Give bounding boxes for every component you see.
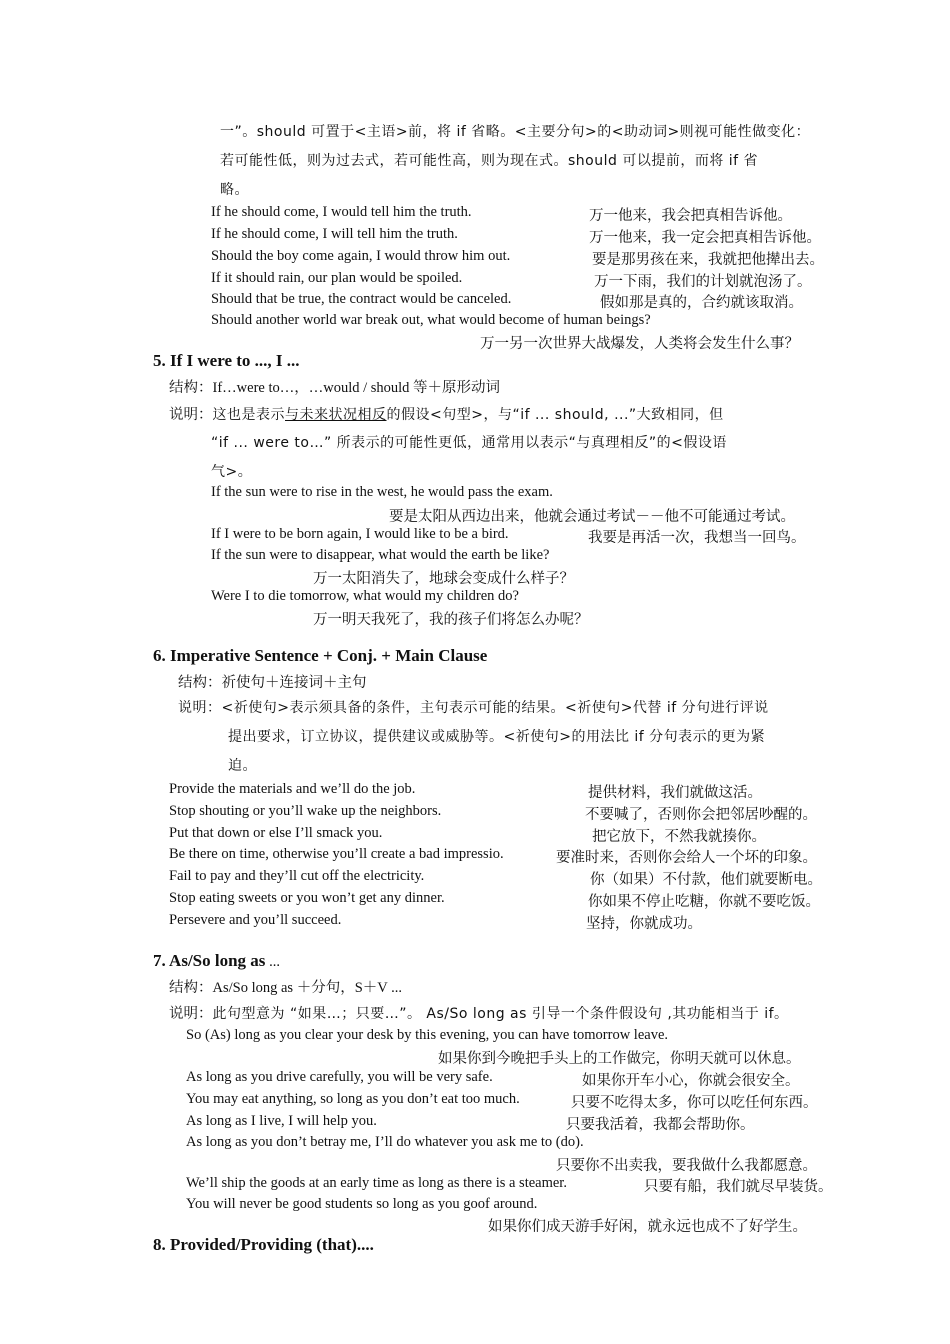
s4-example-4-en: If it should rain, our plan would be spoiled. — [211, 270, 463, 286]
s6-example-7-zh: 坚持，你就成功。 — [586, 916, 702, 932]
s6-example-6-zh: 你如果不停止吃糖，你就不要吃饭。 — [588, 894, 820, 910]
s5-example-3-zh: 万一太阳消失了，地球会变成什么样子？ — [313, 571, 574, 587]
s6-example-2-en: Stop shouting or you’ll wake up the neighbors. — [169, 803, 442, 819]
s6-example-4-en: Be there on time, otherwise you’ll create a bad impressio. — [169, 846, 504, 862]
s7-example-1-en: So (As) long as you clear your desk by this evening, you can have tomorrow leave. — [186, 1027, 669, 1043]
s7-example-5-en: As long as you don’t betray me, I’ll do whatever you ask me to (do). — [186, 1134, 584, 1150]
s7-structure: 结构：As/So long as ＋分句，S＋V ... — [169, 980, 402, 996]
s4-example-2-en: If he should come, I will tell him the truth. — [211, 226, 458, 242]
s7-example-1-zh: 如果你到今晚把手头上的工作做完，你明天就可以休息。 — [438, 1051, 801, 1067]
s6-note-line-1: 说明：<祈使句>表示须具备的条件，主句表示可能的结果。<祈使句>代替 if 分句进行评说 — [178, 700, 769, 716]
s4-intro-line-2: 若可能性低，则为过去式，若可能性高，则为现在式。should 可以提前，而将 if 省 — [220, 153, 759, 169]
s7-note — [169, 1002, 789, 1023]
s6-example-7-en: Persevere and you’ll succeed. — [169, 912, 342, 928]
s4-example-5-en: Should that be true, the contract would be canceled. — [211, 291, 512, 307]
s6-example-5-en: Fail to pay and they’ll cut off the electricity. — [169, 868, 425, 884]
s7-example-2-en: As long as you drive carefully, you will be very safe. — [186, 1069, 493, 1085]
s5-note-pre: 这也是表示 — [212, 407, 285, 423]
s7-example-6-zh: 只要有船，我们就尽早装货。 — [644, 1179, 833, 1195]
s5-example-2-zh: 我要是再活一次，我想当一回鸟。 — [588, 530, 806, 546]
s4-example-3-en: Should the boy come again, I would throw him out. — [211, 248, 511, 264]
s7-example-7-zh: 如果你们成天游手好闲，就永远也成不了好学生。 — [488, 1219, 807, 1235]
s5-example-4-zh: 万一明天我死了，我的孩子们将怎么办呢？ — [313, 612, 589, 628]
s7-heading-title: 7. As/So long as — [153, 951, 266, 970]
s7-example-3-en: You may eat anything, so long as you don’t eat too much. — [186, 1091, 520, 1107]
s4-intro-line-3: 略。 — [220, 182, 249, 198]
s7-note-text: 此句型意为 “如果…；只要…”。 As/So long as 引导一个条件假设句 ,其功能相当于 if。 — [212, 1006, 789, 1022]
s5-example-1-zh: 要是太阳从西边出来，他就会通过考试－－他不可能通过考试。 — [389, 509, 795, 525]
s7-example-4-zh: 只要我活着，我都会帮助你。 — [566, 1117, 755, 1133]
s5-note-label: 说明： — [169, 407, 213, 423]
s5-note-post: 的假设<句型>，与“if ... should, ...”大致相同，但 — [386, 407, 724, 423]
s6-example-1-en: Provide the materials and we’ll do the job. — [169, 781, 416, 797]
s5-note-line-3: 气>。 — [211, 464, 253, 480]
s5-note-line-2: “if ... were to…” 所表示的可能性更低，通常用以表示“与真理相反”的<假设语 — [211, 435, 727, 451]
s5-example-4-en: Were I to die tomorrow, what would my children do? — [211, 588, 519, 604]
s5-note-underlined: 与未来状况相反 — [285, 407, 387, 423]
s7-example-5-zh: 只要你不出卖我，要我做什么我都愿意。 — [556, 1158, 817, 1174]
s6-example-5-zh: 你（如果）不付款，他们就要断电。 — [590, 872, 822, 888]
s4-intro-line-1: 一”。should 可置于<主语>前，将 if 省略。<主要分句>的<助动词>则视可能性做变化： — [220, 124, 811, 140]
s4-example-4-zh: 万一下雨，我们的计划就泡汤了。 — [594, 274, 812, 290]
s5-example-1-en: If the sun were to rise in the west, he would pass the exam. — [211, 484, 553, 500]
s7-example-4-en: As long as I live, I will help you. — [186, 1113, 377, 1129]
s7-heading — [153, 951, 280, 971]
s6-example-3-zh: 把它放下，不然我就揍你。 — [592, 829, 766, 845]
s7-example-7-en: You will never be good students so long as you goof around. — [186, 1196, 538, 1212]
s6-note-line-3: 迫。 — [228, 758, 257, 774]
s6-example-6-en: Stop eating sweets or you won’t get any dinner. — [169, 890, 445, 906]
s6-example-2-zh: 不要喊了，否则你会把邻居吵醒的。 — [585, 807, 817, 823]
s5-example-3-en: If the sun were to disappear, what would the earth be like? — [211, 547, 550, 563]
s4-example-1-zh: 万一他来，我会把真相告诉他。 — [589, 208, 792, 224]
s6-example-3-en: Put that down or else I’ll smack you. — [169, 825, 383, 841]
s6-example-4-zh: 要准时来，否则你会给人一个坏的印象。 — [556, 850, 817, 866]
s7-example-3-zh: 只要不吃得太多，你可以吃任何东西。 — [571, 1095, 818, 1111]
s6-structure: 结构：祈使句＋连接词＋主句 — [178, 675, 367, 691]
s5-note-line-1 — [169, 403, 724, 424]
s5-heading: 5. If I were to ..., I ... — [153, 351, 300, 370]
s4-example-6-en: Should another world war break out, what would become of human beings? — [211, 312, 651, 328]
s6-example-1-zh: 提供材料，我们就做这活。 — [588, 785, 762, 801]
s5-example-2-en: If I were to be born again, I would like to be a bird. — [211, 526, 509, 542]
s4-example-6-zh: 万一另一次世界大战爆发，人类将会发生什么事？ — [480, 336, 799, 352]
s4-example-2-zh: 万一他来，我一定会把真相告诉他。 — [589, 230, 821, 246]
s6-heading: 6. Imperative Sentence + Conj. + Main Clause — [153, 646, 488, 665]
s8-heading: 8. Provided/Providing (that).... — [153, 1235, 374, 1254]
s4-example-3-zh: 要是那男孩在来，我就把他撵出去。 — [592, 252, 824, 268]
s5-structure: 结构：If…were to…，…would / should 等＋原形动词 — [169, 380, 501, 396]
s7-note-label: 说明： — [169, 1006, 213, 1022]
s7-example-2-zh: 如果你开车小心，你就会很安全。 — [582, 1073, 800, 1089]
s7-example-6-en: We’ll ship the goods at an early time as long as there is a steamer. — [186, 1175, 567, 1191]
s7-heading-tail: ... — [265, 954, 280, 970]
s4-example-1-en: If he should come, I would tell him the truth. — [211, 204, 472, 220]
s6-note-line-2: 提出要求，订立协议，提供建议或威胁等。<祈使句>的用法比 if 分句表示的更为紧 — [228, 729, 766, 745]
s4-example-5-zh: 假如那是真的，合约就该取消。 — [600, 295, 803, 311]
